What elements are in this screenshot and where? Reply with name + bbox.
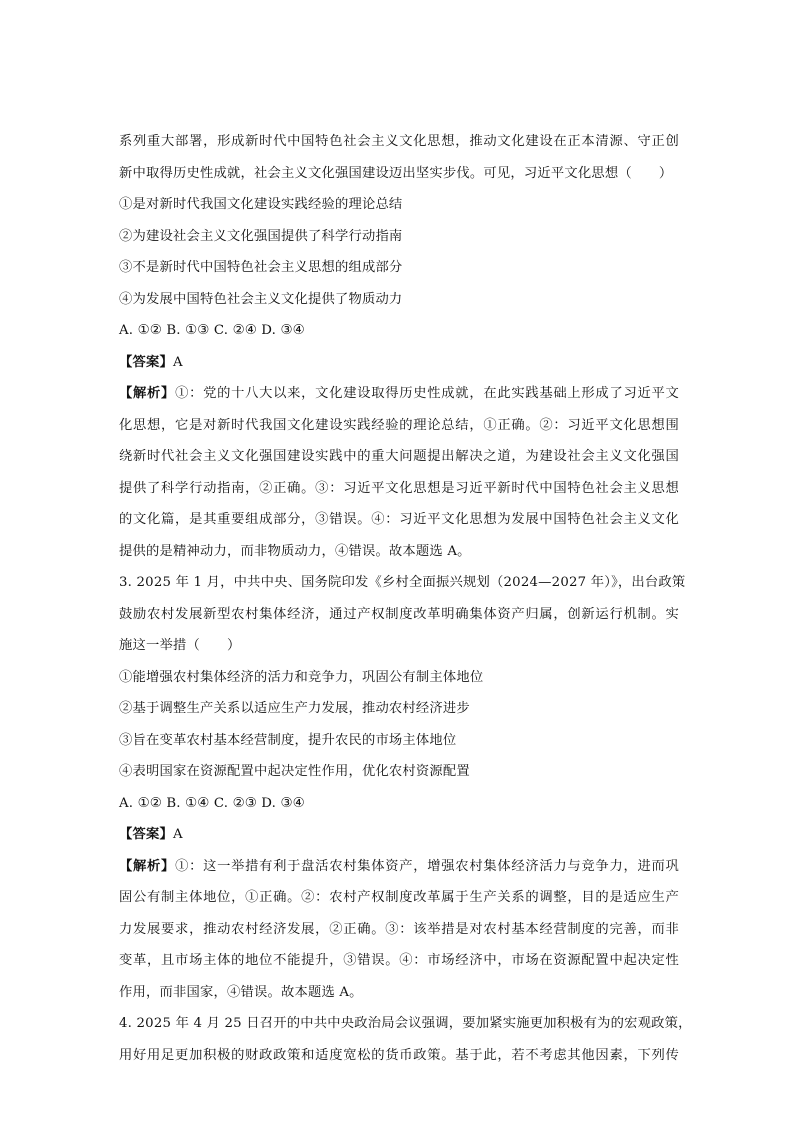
option-3: ③不是新时代中国特色社会主义思想的组成部分	[119, 260, 403, 275]
analysis-line: 提供的是精神动力，而非物质动力，④错误。故本题选 A。	[119, 543, 471, 559]
answer-label: 【答案】	[119, 827, 173, 842]
analysis-line: 的文化篇，是其重要组成部分，③错误。④：习近平文化思想为发展中国特色社会主义文化	[119, 512, 679, 527]
question-stem-line: 用好用足更加积极的财政政策和适度宽松的货币政策。基于此，若不考虑其他因素，下列传	[119, 1047, 679, 1063]
analysis-line	[119, 851, 679, 883]
analysis-label: 【解析】	[119, 386, 176, 401]
question-stem-line: 3. 2025 年 1 月，中共中央、国务院印发《乡村全面振兴规划（2024—2027 年）》，出台政策	[119, 575, 686, 590]
analysis-line: 化思想，它是对新时代我国文化建设实践经验的理论总结，①正确。②：习近平文化思想围	[119, 417, 679, 433]
analysis-line	[119, 378, 679, 410]
answer-line	[119, 347, 679, 379]
option-2: ②基于调整生产关系以适应生产力发展，推动农村经济进步	[119, 701, 470, 716]
option-4: ④为发展中国特色社会主义文化提供了物质动力	[119, 291, 403, 307]
question-stem-line: 鼓励农村发展新型农村集体经济，通过产权制度改革明确集体资产归属，创新运行机制。实	[119, 606, 679, 622]
question-stem-line: 系列重大部署，形成新时代中国特色社会主义文化思想，推动文化建设在正本清源、守正创	[119, 134, 679, 149]
analysis-line: 作用，而非国家，④错误。故本题选 A。	[119, 984, 363, 1000]
option-1: ①是对新时代我国文化建设实践经验的理论总结	[119, 197, 403, 212]
analysis-text: ①：党的十八大以来，文化建设取得历史性成就，在此实践基础上形成了习近平文	[175, 386, 679, 401]
option-1: ①能增强农村集体经济的活力和竞争力，巩固公有制主体地位	[119, 669, 484, 685]
question-stem-line: 新中取得历史性成就，社会主义文化强国建设迈出坚实步伐。可见，习近平文化思想（ ）	[119, 165, 673, 181]
option-3: ③旨在变革农村基本经营制度，提升农民的市场主体地位	[119, 732, 457, 748]
question-stem-line: 施这一举措（ ）	[119, 638, 241, 653]
option-2: ②为建设社会主义文化强国提供了科学行动指南	[119, 228, 403, 244]
question-stem-line: 4. 2025 年 4 月 25 日召开的中共中央政治局会议强调，要加紧实施更加积极有为的宏观政策，	[119, 1016, 692, 1031]
option-4: ④表明国家在资源配置中起决定性作用，优化农村资源配置	[119, 764, 470, 779]
analysis-text: ①：这一举措有利于盘活农村集体资产，增强农村集体经济活力与竞争力，进而巩	[175, 858, 679, 874]
answer-line	[119, 819, 679, 851]
question-3	[119, 567, 686, 1008]
analysis-line: 提供了科学行动指南，②正确。③：习近平文化思想是习近平新时代中国特色社会主义思想	[119, 480, 679, 496]
answer-label: 【答案】	[119, 354, 173, 370]
answer-value: A	[173, 354, 183, 370]
analysis-line: 绕新时代社会主义文化强国建设实践中的重大问题提出解决之道，为建设社会主义文化强国	[119, 449, 679, 464]
document-page	[119, 126, 692, 1071]
analysis-line: 力发展要求，推动农村经济发展，②正确。③：该举措是对农村基本经营制度的完善，而非	[119, 921, 679, 937]
answer-choices: A. ①② B. ①③ C. ②④ D. ③④	[119, 323, 305, 338]
answer-value: A	[173, 827, 183, 842]
analysis-label: 【解析】	[119, 858, 176, 874]
analysis-line: 变革，且市场主体的地位不能提升，③错误。④：市场经济中，市场在资源配置中起决定性	[119, 953, 679, 968]
answer-choices: A. ①② B. ①④ C. ②③ D. ③④	[119, 795, 305, 811]
question-4	[119, 1008, 692, 1071]
question-2	[119, 126, 679, 567]
analysis-line: 固公有制主体地位，①正确。②：农村产权制度改革属于生产关系的调整，目的是适应生产	[119, 890, 679, 905]
